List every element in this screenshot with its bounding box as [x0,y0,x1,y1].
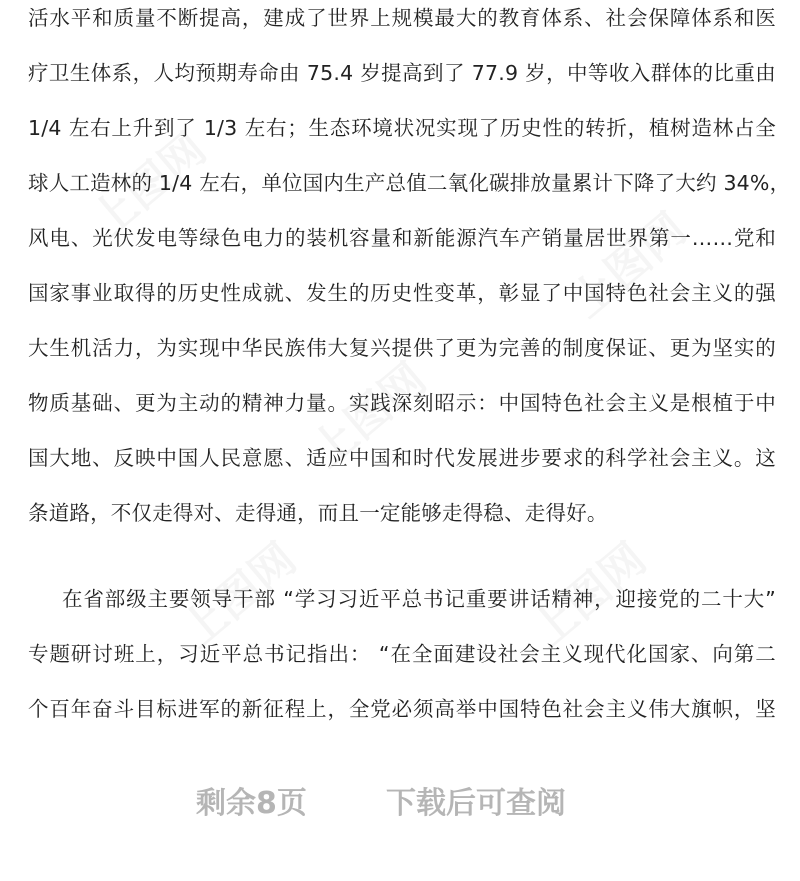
paragraph-1-line: 风电、光伏发电等绿色电力的装机容量和新能源汽车产销量居世界第一……党和 [28,226,776,250]
paragraph-1-line: 疗卫生体系，人均预期寿命由 75.4 岁提高到了 77.9 岁，中等收入群体的比重由 [28,61,776,85]
paragraph-1-line: 活水平和质量不断提高，建成了世界上规模最大的教育体系、社会保障体系和医 [28,6,776,30]
watermark-4: 上图网 [171,533,306,658]
paragraph-2-line: 个百年奋斗目标进军的新征程上，全党必须高举中国特色社会主义伟大旗帜，坚 [28,697,776,721]
download-prompt-link[interactable]: 下载后可查阅 [386,786,566,821]
paragraph-1-line: 物质基础、更为主动的精神力量。实践深刻昭示：中国特色社会主义是根植于中 [28,391,776,415]
download-footer [0,782,800,826]
remaining-pages-text: 剩余8页 [196,786,307,821]
paragraph-2-line: 在省部级主要领导干部 “学习习近平总书记重要讲话精神，迎接党的二十大” [62,587,776,611]
paragraph-2-line: 专题研讨班上，习近平总书记指出： “在全面建设社会主义现代化国家、向第二 [28,642,776,666]
paragraph-1-line: 国家事业取得的历史性成就、发生的历史性变革，彰显了中国特色社会主义的强 [28,281,776,305]
paragraph-1-line: 大生机活力，为实现中华民族伟大复兴提供了更为完善的制度保证、更为坚实的 [28,336,776,360]
paragraph-1-line: 国大地、反映中国人民意愿、适应中国和时代发展进步要求的科学社会主义。这 [28,446,776,470]
watermark-5: 上图网 [521,533,656,658]
paragraph-1-line: 条道路，不仅走得对、走得通，而且一定能够走得稳、走得好。 [28,501,608,525]
paragraph-1-line: 球人工造林的 1/4 左右，单位国内生产总值二氧化碳排放量累计下降了大约 34%， [28,171,791,195]
paragraph-1-line: 1/4 左右上升到了 1/3 左右；生态环境状况实现了历史性的转折，植树造林占全 [28,116,776,140]
watermark-3: 上图网 [301,353,436,478]
watermark-2: 上图网 [561,203,696,328]
watermark-1: 上图网 [81,123,216,248]
